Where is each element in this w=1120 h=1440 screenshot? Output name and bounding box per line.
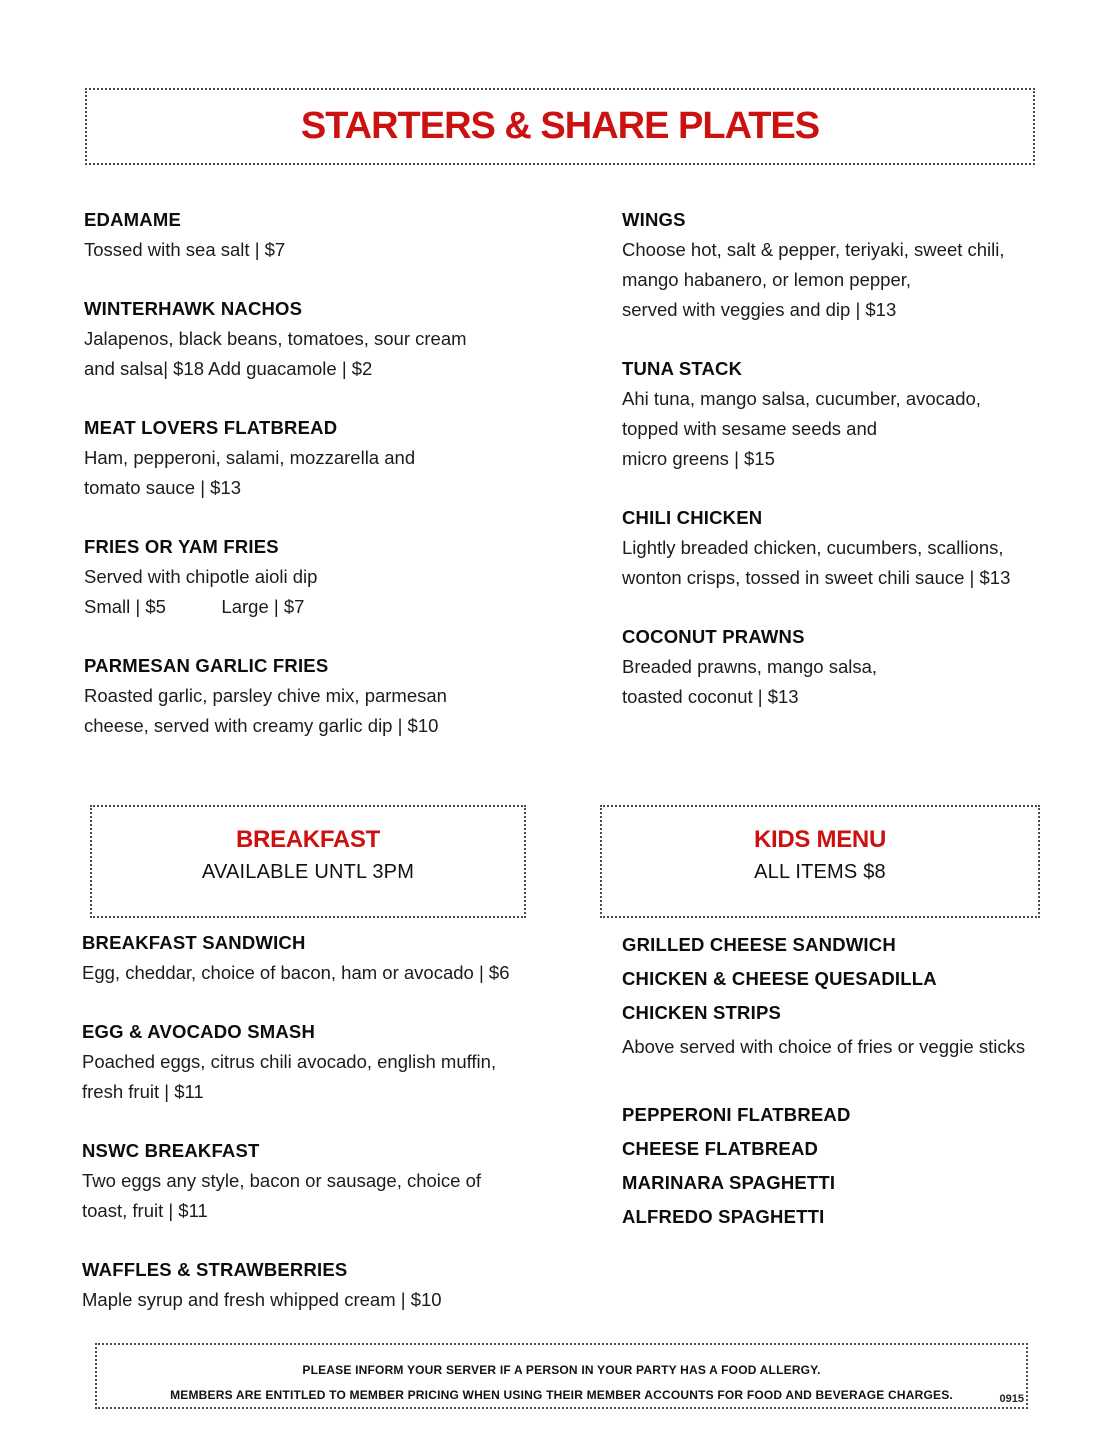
kids-menu-section-header [600, 805, 1040, 918]
kids-items-column [622, 928, 1120, 1234]
item-price-options: Small | $5 Large | $7 [84, 596, 305, 617]
menu-item-breakfast-sandwich [82, 928, 592, 988]
menu-item-edamame [84, 205, 584, 265]
kids-note: Above served with choice of fries or veggie sticks [622, 1036, 1026, 1057]
item-name: TUNA STACK [622, 358, 743, 379]
item-description: fresh fruit | $11 [82, 1081, 204, 1102]
item-name: WINGS [622, 209, 686, 230]
item-name: CHILI CHICKEN [622, 507, 763, 528]
item-name: MEAT LOVERS FLATBREAD [84, 417, 338, 438]
item-description: cheese, served with creamy garlic dip | $10 [84, 715, 439, 736]
page-title: STARTERS & SHARE PLATES [300, 105, 820, 147]
item-name: FRIES OR YAM FRIES [84, 536, 279, 557]
kids-item-alfredo-spaghetti: ALFREDO SPAGHETTI [622, 1206, 825, 1227]
item-description: Jalapenos, black beans, tomatoes, sour cream [84, 328, 467, 349]
item-description: Lightly breaded chicken, cucumbers, scallions, [622, 537, 1004, 558]
item-name: WINTERHAWK NACHOS [84, 298, 303, 319]
kids-item-chicken-strips: CHICKEN STRIPS [622, 1002, 782, 1023]
item-description: Tossed with sea salt | $7 [84, 239, 286, 260]
item-description: toasted coconut | $13 [622, 686, 799, 707]
kids-item-quesadilla: CHICKEN & CHEESE QUESADILLA [622, 968, 937, 989]
kids-item-pepperoni-flatbread: PEPPERONI FLATBREAD [622, 1104, 851, 1125]
title-banner [85, 88, 1035, 165]
item-description: Two eggs any style, bacon or sausage, choice of [82, 1170, 482, 1191]
item-description: and salsa| $18 Add guacamole | $2 [84, 358, 373, 379]
item-description: topped with sesame seeds and [622, 418, 878, 439]
item-description: Poached eggs, citrus chili avocado, english muffin, [82, 1051, 497, 1072]
item-description: Maple syrup and fresh whipped cream | $10 [82, 1289, 442, 1310]
item-description: mango habanero, or lemon pepper, [622, 269, 912, 290]
kids-item-grilled-cheese: GRILLED CHEESE SANDWICH [622, 934, 896, 955]
menu-item-fries-or-yam-fries [84, 532, 584, 622]
menu-item-winterhawk-nachos [84, 294, 584, 384]
starters-left-column [84, 205, 584, 770]
kids-item-marinara-spaghetti: MARINARA SPAGHETTI [622, 1172, 836, 1193]
menu-item-waffles-strawberries [82, 1255, 592, 1315]
item-name: WAFFLES & STRAWBERRIES [82, 1259, 348, 1280]
spacer [622, 1064, 1120, 1098]
item-name: EDAMAME [84, 209, 181, 230]
item-name: PARMESAN GARLIC FRIES [84, 655, 329, 676]
item-description: Roasted garlic, parsley chive mix, parmesan [84, 685, 447, 706]
item-description: micro greens | $15 [622, 448, 775, 469]
item-description: Ahi tuna, mango salsa, cucumber, avocado, [622, 388, 981, 409]
menu-item-coconut-prawns [622, 622, 1120, 712]
member-pricing-notice: MEMBERS ARE ENTITLED TO MEMBER PRICING WHEN USING THEIR MEMBER ACCOUNTS FOR FOOD AND BEVERAGE CHARGES. [170, 1388, 953, 1402]
breakfast-subtitle: AVAILABLE UNTL 3PM [201, 861, 415, 883]
kids-menu-subtitle: ALL ITEMS $8 [754, 861, 886, 883]
item-description: Egg, cheddar, choice of bacon, ham or avocado | $6 [82, 962, 510, 983]
item-description: wonton crisps, tossed in sweet chili sauce | $13 [622, 567, 1011, 588]
breakfast-section-header [90, 805, 526, 918]
item-name: EGG & AVOCADO SMASH [82, 1021, 316, 1042]
allergy-notice: PLEASE INFORM YOUR SERVER IF A PERSON IN YOUR PARTY HAS A FOOD ALLERGY. [302, 1363, 821, 1377]
item-description: tomato sauce | $13 [84, 477, 242, 498]
menu-item-nswc-breakfast [82, 1136, 592, 1226]
footer-notice [95, 1343, 1028, 1409]
item-description: Served with chipotle aioli dip [84, 566, 318, 587]
item-description: Choose hot, salt & pepper, teriyaki, sweet chili, [622, 239, 1005, 260]
item-name: NSWC BREAKFAST [82, 1140, 260, 1161]
menu-version-code: 0915 [999, 1393, 1024, 1405]
item-name: BREAKFAST SANDWICH [82, 932, 306, 953]
item-description: Ham, pepperoni, salami, mozzarella and [84, 447, 416, 468]
menu-item-parmesan-garlic-fries [84, 651, 584, 741]
menu-item-wings [622, 205, 1120, 325]
breakfast-items-column [82, 928, 592, 1344]
menu-item-meat-lovers-flatbread [84, 413, 584, 503]
item-description: toast, fruit | $11 [82, 1200, 208, 1221]
item-description: served with veggies and dip | $13 [622, 299, 897, 320]
menu-item-egg-avocado-smash [82, 1017, 592, 1107]
menu-item-tuna-stack [622, 354, 1120, 474]
item-name: COCONUT PRAWNS [622, 626, 805, 647]
kids-menu-title: KIDS MENU [754, 826, 886, 853]
starters-right-column [622, 205, 1120, 741]
kids-item-cheese-flatbread: CHEESE FLATBREAD [622, 1138, 819, 1159]
breakfast-title: BREAKFAST [236, 826, 380, 853]
item-description: Breaded prawns, mango salsa, [622, 656, 878, 677]
menu-item-chili-chicken [622, 503, 1120, 593]
